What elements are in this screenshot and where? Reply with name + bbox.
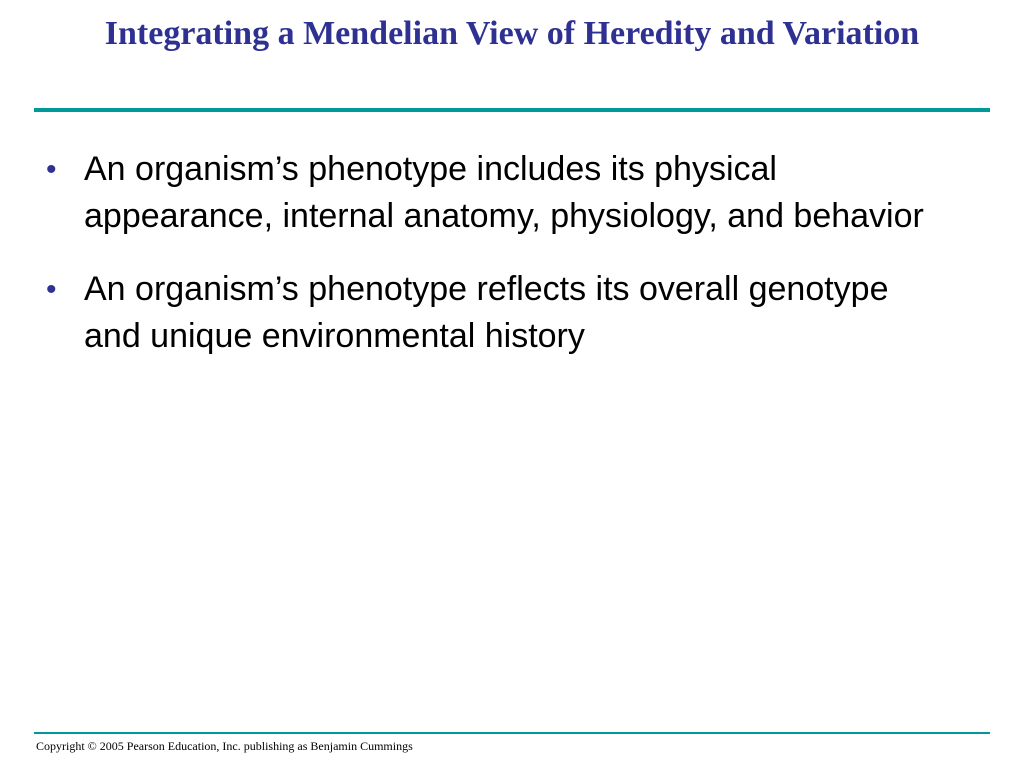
bullet-item: [46, 266, 946, 360]
bullet-icon: •: [46, 273, 57, 306]
footer-divider: [34, 732, 990, 734]
bullet-text: An organism’s phenotype includes its physical appearance, internal anatomy, physiology, and behavior: [84, 150, 924, 235]
bullet-item: [46, 146, 946, 240]
copyright-footer: Copyright © 2005 Pearson Education, Inc. publishing as Benjamin Cummings: [36, 739, 413, 753]
bullet-list: [46, 146, 946, 386]
bullet-text: An organism’s phenotype reflects its overall genotype and unique environmental history: [84, 270, 889, 355]
title-divider: [34, 108, 990, 112]
bullet-icon: •: [46, 153, 57, 186]
slide-title: Integrating a Mendelian View of Heredity and Variation: [104, 15, 920, 52]
